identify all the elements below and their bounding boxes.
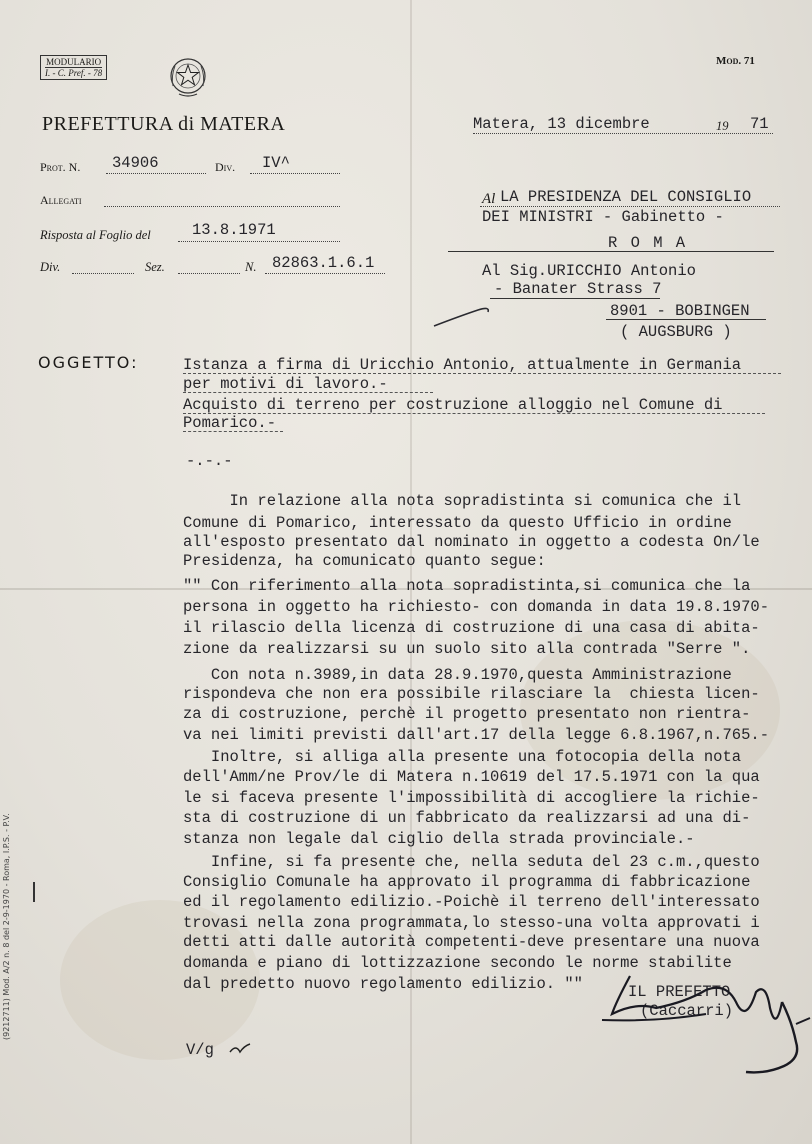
subject-underline-1 bbox=[183, 373, 781, 374]
prot-underline bbox=[106, 173, 206, 174]
body-line: rispondeva che non era possibile rilasciare la chiesta licen- bbox=[183, 685, 760, 703]
body-line: In relazione alla nota sopradistinta si comunica che il bbox=[183, 492, 742, 510]
div-label: Div. bbox=[215, 160, 236, 174]
n-underline bbox=[265, 273, 385, 274]
div2-label: Div. bbox=[40, 260, 61, 274]
handwritten-signature-icon bbox=[596, 962, 812, 1082]
body-line: Comune di Pomarico, interessato da questo Ufficio in ordine bbox=[183, 514, 732, 532]
body-line: dell'Amm/ne Prov/le di Matera n.10619 del 17.5.1971 con la qua bbox=[183, 768, 760, 786]
place-date: Matera, 13 dicembre bbox=[473, 115, 650, 133]
subject-line2: per motivi di lavoro.- bbox=[183, 375, 388, 393]
pen-mark-icon bbox=[430, 300, 500, 330]
date-underline bbox=[473, 133, 773, 134]
recipient-line2: DEI MINISTRI - Gabinetto - bbox=[482, 208, 724, 226]
body-line: all'esposto presentato dal nominato in oggetto a codesta On/le bbox=[183, 533, 760, 551]
subject-underline-4 bbox=[183, 431, 283, 432]
printer-imprint: (9212711) Mod. A/2 n. 8 del 2-9-1970 - Roma, I.P.S. - P.V. bbox=[2, 813, 11, 1040]
office-title: PREFETTURA di MATERA bbox=[42, 113, 286, 135]
body-line: Con nota n.3989,in data 28.9.1970,questa Amministrazione bbox=[183, 666, 732, 684]
sez-underline bbox=[178, 273, 240, 274]
prot-label: Prot. N. bbox=[40, 160, 81, 174]
year-prefix: 19 bbox=[716, 119, 729, 133]
body-line: "" Con riferimento alla nota sopradistinta,si comunica che la bbox=[183, 577, 751, 595]
body-line: stanza non legale dal ciglio della strada provinciale.- bbox=[183, 830, 695, 848]
subject-separator: -.-.- bbox=[186, 452, 233, 470]
recipient-prefix: Al bbox=[482, 191, 496, 207]
div2-underline bbox=[72, 273, 134, 274]
risposta-underline bbox=[178, 241, 340, 242]
allegati-label: Allegati bbox=[40, 193, 82, 207]
prot-value: 34906 bbox=[112, 154, 159, 172]
fold-line-vertical bbox=[410, 0, 412, 1144]
recipient-line4: Al Sig.URICCHIO Antonio bbox=[482, 262, 696, 280]
n-label: N. bbox=[245, 260, 257, 274]
body-line: trovasi nella zona programmata,lo stesso-una volta approvati i bbox=[183, 914, 760, 932]
handwritten-initial-icon bbox=[228, 1040, 252, 1058]
body-line: Presidenza, ha comunicato quanto segue: bbox=[183, 552, 546, 570]
recipient-line3: R O M A bbox=[608, 234, 688, 252]
body-line: le si faceva presente l'impossibilità di accogliere la richie- bbox=[183, 789, 760, 807]
body-line: zione da realizzarsi su un suolo sito alla contrada "Serre ". bbox=[183, 640, 751, 658]
body-line: il rilascio della licenza di costruzione di una casa di abita- bbox=[183, 619, 760, 637]
div-underline bbox=[250, 173, 340, 174]
body-line: ed il regolamento edilizio.-Poichè il terreno dell'interessato bbox=[183, 893, 760, 911]
risposta-label: Risposta al Foglio del bbox=[40, 228, 151, 242]
signature-title: IL PREFETTO bbox=[628, 983, 731, 1001]
form-code-line1: MODULARIO bbox=[46, 57, 102, 67]
margin-mark bbox=[33, 882, 35, 902]
typist-initials: V/g bbox=[186, 1041, 214, 1059]
italian-republic-emblem-icon bbox=[165, 52, 211, 100]
body-line: Consiglio Comunale ha approvato il programma di fabbricazione bbox=[183, 873, 751, 891]
allegati-underline bbox=[104, 206, 340, 207]
body-line: va nei limiti previsti dall'art.17 della legge 6.8.1967,n.765.- bbox=[183, 726, 769, 744]
body-line: detti atti dalle autorità competenti-deve presentare una nuova bbox=[183, 933, 760, 951]
recipient-line1-underline bbox=[480, 206, 780, 207]
year-suffix: 71 bbox=[750, 115, 769, 133]
recipient-line5: - Banater Strass 7 bbox=[494, 280, 662, 298]
body-line: sta di costruzione di un fabbricato da realizzarsi ad una di- bbox=[183, 809, 751, 827]
div-value: IV^ bbox=[262, 154, 290, 172]
model-number: Mod. 71 bbox=[716, 55, 755, 67]
recipient-line7: ( AUGSBURG ) bbox=[620, 323, 732, 341]
subject-line1: Istanza a firma di Uricchio Antonio, attualmente in Germania bbox=[183, 356, 742, 374]
risposta-value: 13.8.1971 bbox=[192, 221, 276, 239]
subject-line3: Acquisto di terreno per costruzione alloggio nel Comune di bbox=[183, 396, 723, 414]
subject-label: OGGETTO: bbox=[38, 353, 139, 372]
recipient-line1: LA PRESIDENZA DEL CONSIGLIO bbox=[500, 188, 752, 206]
form-code-box bbox=[40, 55, 107, 80]
subject-line4: Pomarico.- bbox=[183, 414, 277, 432]
form-code-line2: I. - C. Pref. - 78 bbox=[45, 68, 103, 78]
recipient-line6: 8901 - BOBINGEN bbox=[610, 302, 750, 320]
body-line: za di costruzione, perchè il progetto presentato non rientra- bbox=[183, 705, 751, 723]
subject-underline-3 bbox=[183, 413, 765, 414]
signature-name: (Caccarri) bbox=[640, 1002, 734, 1020]
body-line: domanda e piano di lottizzazione secondo le norme stabilite bbox=[183, 954, 732, 972]
body-line: Infine, si fa presente che, nella seduta del 23 c.m.,questo bbox=[183, 853, 760, 871]
body-line: dal predetto nuovo regolamento edilizio. "" bbox=[183, 975, 583, 993]
sez-label: Sez. bbox=[145, 260, 165, 274]
recipient-line5-underline bbox=[490, 298, 660, 299]
subject-underline-2 bbox=[183, 392, 433, 393]
body-line: persona in oggetto ha richiesto- con domanda in data 19.8.1970- bbox=[183, 598, 769, 616]
n-value: 82863.1.6.1 bbox=[272, 254, 375, 272]
recipient-line3-underline bbox=[448, 251, 774, 252]
body-line: Inoltre, si alliga alla presente una fotocopia della nota bbox=[183, 748, 742, 766]
recipient-line6-underline bbox=[606, 319, 766, 320]
